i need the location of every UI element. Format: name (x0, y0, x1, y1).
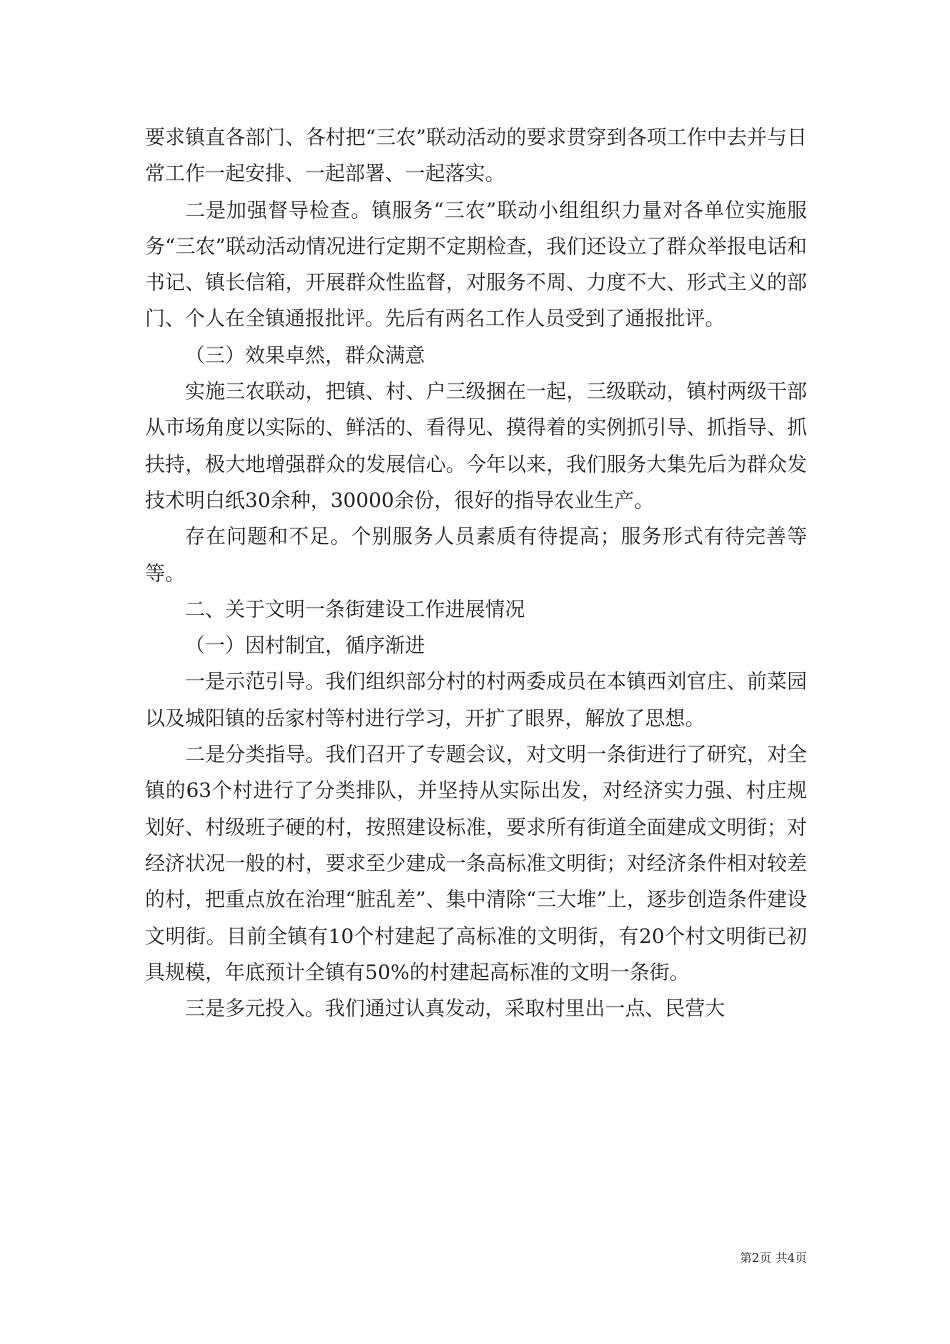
paragraph-problems: 存在问题和不足。个别服务人员素质有待提高；服务形式有待完善等等。 (145, 524, 807, 585)
subsection-heading-village: （一）因村制宜，循序渐进 (185, 633, 425, 658)
paragraph-continuation: 要求镇直各部门、各村把“三农”联动活动的要求贯穿到各项工作中去并与日常工作一起安排、一起部署、一起落实。 (145, 125, 807, 186)
paragraph-supervision: 二是加强督导检查。镇服务“三农”联动小组组织力量对各单位实施服务“三农”联动活动情况进行定期不定期检查，我们还设立了群众举报电话和书记、镇长信箱，开展群众性监督，对服务不周、力度不大、形式主义的部门、个人在全镇通报批评。先后有两名工作人员受到了通报批评。 (145, 197, 807, 331)
paragraph-effects: 实施三农联动，把镇、村、户三级捆在一起，三级联动，镇村两级干部从市场角度以实际的、鲜活的、看得见、摸得着的实例抓引导、抓指导、抓扶持，极大地增强群众的发展信心。今年以来，我们服务大集先后为群众发技术明白纸30余种，30000余份，很好的指导农业生产。 (145, 379, 807, 512)
paragraph-demonstration: 一是示范引导。我们组织部分村的村两委成员在本镇西刘官庄、前菜园以及城阳镇的岳家村等村进行学习，开扩了眼界，解放了思想。 (145, 669, 807, 730)
page-number: 第2页 共4页 (739, 1251, 807, 1265)
body-text (145, 119, 807, 1026)
paragraph-investment: 三是多元投入。我们通过认真发动，采取村里出一点、民营大 (185, 996, 725, 1021)
section-heading-effects: （三）效果卓然，群众满意 (185, 342, 425, 367)
paragraph-classification: 二是分类指导。我们召开了专题会议，对文明一条街进行了研究，对全镇的63个村进行了分类排队，并坚持从实际出发，对经济实力强、村庄规划好、村级班子硬的村，按照建设标准，要求所有街道全面建成文明街；对经济状况一般的村，要求至少建成一条高标准文明街；对经济条件相对较差的村，把重点放在治理“脏乱差”、集中清除“三大堆”上，逐步创造条件建设文明街。目前全镇有10个村建起了高标准的文明街，有20个村文明街已初具规模，年底预计全镇有50%的村建起高标准的文明一条街。 (145, 742, 807, 984)
section-heading-civilized-street: 二、关于文明一条街建设工作进展情况 (185, 596, 525, 621)
